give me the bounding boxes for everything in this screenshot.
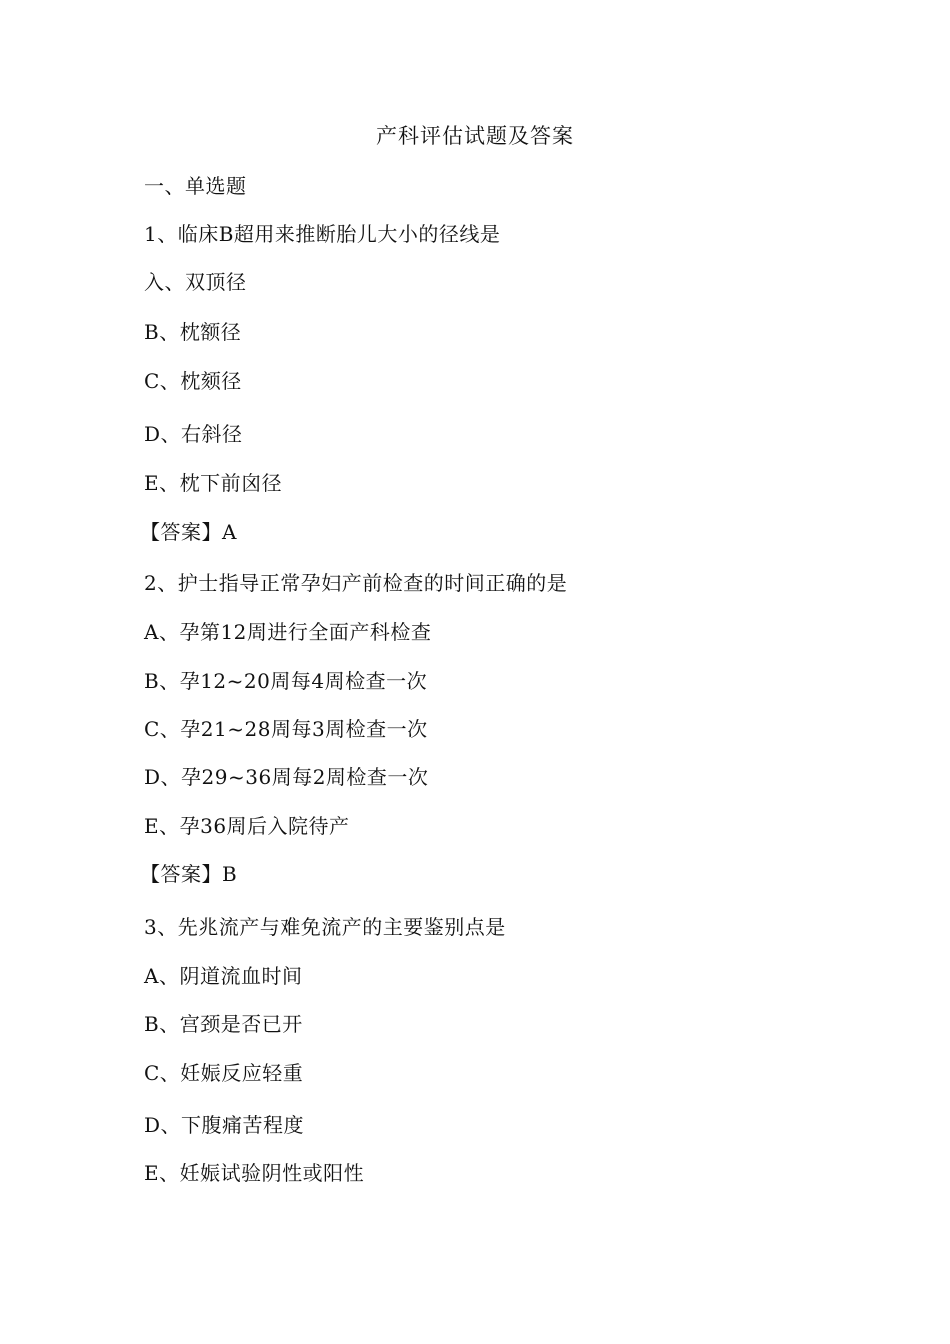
question-1-option-c: C、枕颏径 xyxy=(144,369,242,393)
question-1-answer: 【答案】A xyxy=(140,520,237,544)
question-2-answer: 【答案】B xyxy=(140,862,238,886)
question-3-option-c: C、妊娠反应轻重 xyxy=(144,1061,304,1085)
question-2-option-a: A、孕第12周进行全面产科检查 xyxy=(144,620,432,644)
question-1-option-b: B、枕额径 xyxy=(144,320,242,344)
question-3-option-e: E、妊娠试验阴性或阳性 xyxy=(144,1161,365,1185)
question-2-option-b: B、孕12~20周每4周检查一次 xyxy=(144,669,428,693)
question-1-option-a: 入、双顶径 xyxy=(144,270,247,294)
question-1-option-e: E、枕下前囟径 xyxy=(144,471,283,495)
question-1-stem: 1、临床B超用来推断胎儿大小的径线是 xyxy=(144,222,501,246)
question-2-option-d: D、孕29~36周每2周检查一次 xyxy=(144,765,429,789)
question-2-option-e: E、孕36周后入院待产 xyxy=(144,814,350,838)
question-3-option-b: B、宫颈是否已开 xyxy=(144,1012,303,1036)
question-3-stem: 3、先兆流产与难免流产的主要鉴别点是 xyxy=(144,915,506,939)
question-1-option-d: D、右斜径 xyxy=(144,422,243,446)
document-title: 产科评估试题及答案 xyxy=(376,124,574,148)
question-2-stem: 2、护士指导正常孕妇产前检查的时间正确的是 xyxy=(144,571,568,595)
question-3-option-a: A、阴道流血时间 xyxy=(144,964,303,988)
question-3-option-d: D、下腹痛苦程度 xyxy=(144,1113,305,1137)
question-2-option-c: C、孕21~28周每3周检查一次 xyxy=(144,717,428,741)
section-heading: 一、单选题 xyxy=(144,174,247,198)
